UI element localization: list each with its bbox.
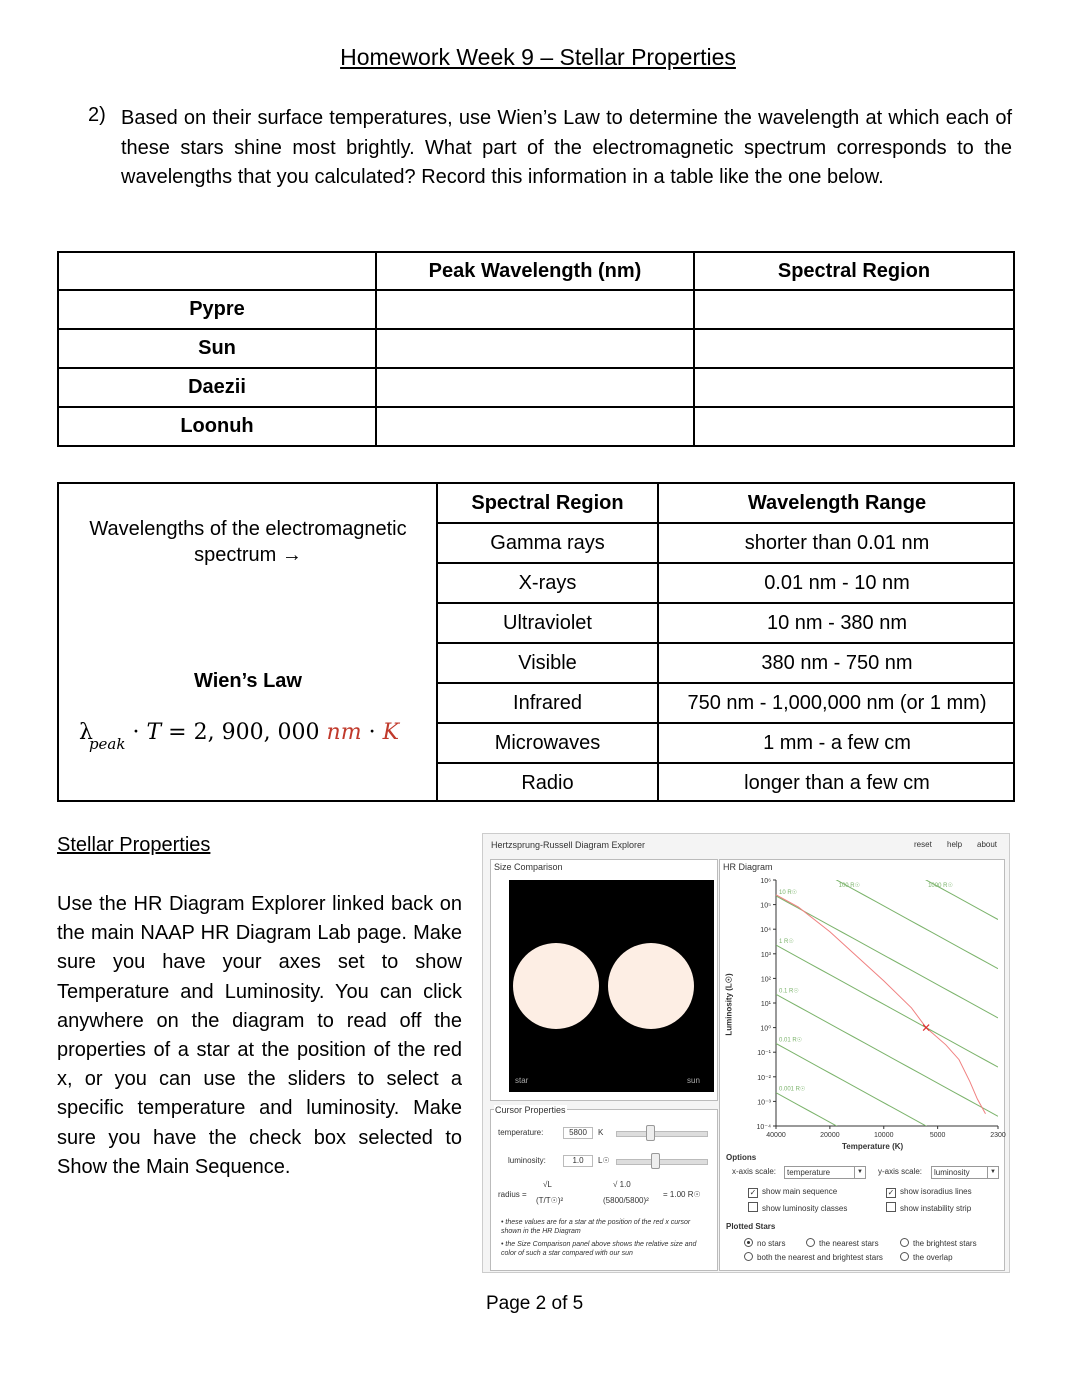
checkbox-isoradius[interactable] — [886, 1187, 972, 1198]
lambda-symbol: λ — [79, 720, 93, 745]
range-cell: 1 mm - a few cm — [658, 723, 1015, 763]
reset-link[interactable]: reset — [914, 840, 932, 849]
y-tick-label: 10¹ — [760, 1001, 771, 1008]
em-label-line2: spectrum → — [194, 544, 302, 566]
y-tick-label: 10⁻² — [757, 1074, 771, 1082]
y-axis-label: Luminosity (L☉) — [724, 973, 734, 1036]
x-scale-value: temperature — [787, 1168, 831, 1177]
cursor-properties-panel — [490, 1105, 718, 1271]
hr-plot[interactable] — [720, 860, 1004, 1160]
radius-result: = 1.00 R☉ — [663, 1190, 701, 1199]
y-tick-label: 10⁶ — [760, 878, 771, 885]
star-table-corner — [58, 252, 376, 290]
radius-label: radius = — [498, 1190, 527, 1199]
isoradius-label: 0.001 R☉ — [779, 1086, 806, 1093]
x-tick-label: 20000 — [820, 1132, 840, 1139]
radio-icon — [900, 1238, 909, 1247]
radio-icon — [900, 1252, 909, 1261]
peak-wavelength-cell — [376, 290, 694, 329]
peak-wavelength-cell — [376, 368, 694, 407]
y-tick-label: 10⁻⁴ — [756, 1124, 771, 1131]
y-scale-label: y-axis scale: — [878, 1167, 923, 1176]
x-axis-label: Temperature (K) — [842, 1142, 904, 1151]
x-tick-label: 5000 — [929, 1132, 946, 1139]
isoradius-label: 0.01 R☉ — [779, 1037, 803, 1044]
spectral-region-cell — [694, 290, 1014, 329]
y-scale-select[interactable] — [931, 1166, 999, 1179]
peak-wavelength-cell — [376, 329, 694, 368]
star-name: Daezii — [58, 368, 376, 407]
checkbox-empty-icon — [886, 1202, 896, 1212]
radio-label: the nearest stars — [819, 1239, 879, 1248]
y-tick-label: 10⁰ — [760, 1025, 771, 1033]
region-cell: Gamma rays — [437, 523, 658, 563]
checkbox-luminosity-classes[interactable] — [748, 1202, 847, 1213]
spectral-region-col-header: Spectral Region — [437, 484, 658, 523]
radius-sqrtL: √L — [543, 1180, 552, 1189]
radio-label: the overlap — [913, 1253, 953, 1262]
checkbox-label: show luminosity classes — [762, 1204, 848, 1213]
checkbox-label: show isoradius lines — [900, 1187, 972, 1196]
em-label-line1: Wavelengths of the electromagnetic — [89, 518, 407, 540]
isoradius-label: 1 R☉ — [779, 939, 794, 946]
radio-overlap[interactable] — [900, 1252, 953, 1262]
radio-label: both the nearest and brightest stars — [757, 1253, 883, 1262]
radius-denominator: (T/T☉)² — [536, 1196, 564, 1205]
range-cell: 380 nm - 750 nm — [658, 643, 1015, 683]
spectral-region-cell — [694, 329, 1014, 368]
y-tick-label: 10³ — [760, 951, 771, 959]
temperature-label: temperature: — [498, 1128, 544, 1137]
size-comparison-panel — [490, 859, 718, 1101]
star-name: Sun — [58, 329, 376, 368]
size-comparison-view — [509, 880, 714, 1092]
radio-both[interactable] — [744, 1252, 883, 1262]
checkbox-instability-strip[interactable] — [886, 1202, 971, 1213]
wien-formula — [79, 720, 400, 753]
peak-wavelength-cell — [376, 407, 694, 446]
temperature-unit: K — [598, 1128, 604, 1137]
x-scale-label: x-axis scale: — [732, 1167, 777, 1176]
radio-icon — [744, 1252, 753, 1261]
page-title: Homework Week 9 – Stellar Properties — [340, 44, 736, 70]
checkbox-label: show main sequence — [762, 1187, 838, 1196]
peak-wavelength-header: Peak Wavelength (nm) — [376, 252, 694, 290]
em-spectrum-box — [57, 482, 1015, 802]
hr-diagram-title: HR Diagram — [723, 862, 773, 872]
luminosity-unit: L☉ — [598, 1156, 610, 1165]
em-left-column — [59, 484, 437, 800]
spectral-region-header: Spectral Region — [694, 252, 1014, 290]
checkbox-check-icon: ✓ — [887, 1188, 895, 1197]
formula-value: 2, 900, 000 — [193, 720, 320, 745]
plotted-stars-title: Plotted Stars — [726, 1222, 776, 1231]
radius-denominator-value: (5800/5800)² — [603, 1196, 649, 1205]
plot-area — [776, 880, 998, 1126]
radio-selected-icon — [744, 1238, 753, 1247]
checkbox-check-icon: ✓ — [749, 1188, 757, 1197]
em-label — [59, 516, 437, 568]
stellar-properties-text: Use the HR Diagram Explorer linked back on the main NAAP HR Diagram Lab page. Make sure you have your axes set to show Temperature and Luminosity. You can click anywhere on the diagram to read off the properties of a star at the position of the red x, or you can use the sliders to select a specific temperature and luminosity. Make sure you have the check box selected to Show the Main Sequence. — [57, 893, 462, 1178]
help-link[interactable]: help — [947, 840, 963, 849]
luminosity-slider-knob[interactable] — [651, 1153, 660, 1169]
isoradius-label: 1000 R☉ — [928, 883, 953, 889]
spectral-region-cell — [694, 368, 1014, 407]
x-tick-label: 2300 — [990, 1132, 1006, 1139]
luminosity-label: luminosity: — [508, 1156, 546, 1165]
region-cell: X-rays — [437, 563, 658, 603]
question-text: Based on their surface temperatures, use Wien’s Law to determine the wavelength at which each of these stars shine most brightly. What part of the electromagnetic spectrum corresponds to the wavelengths that you calculated? Record this information in a table like the one below. — [121, 107, 1012, 188]
isoradius-label: 10 R☉ — [779, 889, 798, 896]
formula-dot: · — [132, 720, 140, 745]
lambda-subscript: peak — [88, 735, 126, 753]
options-title: Options — [726, 1153, 757, 1162]
range-cell: 10 nm - 380 nm — [658, 603, 1015, 643]
y-tick-label: 10⁴ — [760, 927, 771, 935]
region-cell: Radio — [437, 763, 658, 802]
temperature-field[interactable]: 5800 — [563, 1127, 593, 1139]
note-size: • the Size Comparison panel above shows the relative size and color of such a star compared with our sun — [501, 1241, 697, 1257]
radius-sqrt-value: √ 1.0 — [613, 1180, 631, 1189]
y-scale-value: luminosity — [934, 1168, 970, 1177]
wien-law-title: Wien’s Law — [194, 670, 302, 692]
question-number: 2) — [88, 104, 106, 126]
luminosity-slider[interactable] — [616, 1159, 708, 1165]
formula-T: T — [146, 720, 162, 745]
region-cell: Microwaves — [437, 723, 658, 763]
x-tick-label: 40000 — [766, 1132, 786, 1139]
star-table — [57, 251, 1015, 447]
radio-label: the brightest stars — [913, 1239, 977, 1248]
radio-no-stars[interactable] — [744, 1238, 785, 1248]
checkbox-main-sequence[interactable] — [748, 1187, 837, 1198]
checkbox-label: show instability strip — [900, 1204, 972, 1213]
spectral-region-cell — [694, 407, 1014, 446]
stellar-properties-heading: Stellar Properties — [57, 834, 211, 856]
formula-equals: = — [168, 720, 187, 745]
cursor-properties-title: Cursor Properties — [495, 1105, 566, 1115]
range-cell: 750 nm - 1,000,000 nm (or 1 mm) — [658, 683, 1015, 723]
hr-explorer — [482, 833, 1010, 1273]
isoradius-label: 0.1 R☉ — [779, 988, 799, 995]
temperature-slider[interactable] — [616, 1131, 708, 1137]
chevron-down-icon: ▼ — [854, 1167, 865, 1178]
radio-nearest[interactable] — [806, 1238, 879, 1248]
radio-icon — [806, 1238, 815, 1247]
y-tick-label: 10⁵ — [760, 902, 771, 910]
region-cell: Visible — [437, 643, 658, 683]
star-name: Loonuh — [58, 407, 376, 446]
x-tick-label: 10000 — [874, 1132, 894, 1139]
formula-unit-K: K — [382, 720, 400, 745]
star-label: star — [515, 1076, 529, 1085]
formula-unit-nm: nm — [326, 720, 362, 745]
formula-unit-dot: · — [368, 720, 376, 745]
x-scale-select[interactable] — [784, 1166, 866, 1179]
y-tick-label: 10⁻¹ — [757, 1050, 771, 1058]
y-tick-label: 10² — [760, 976, 771, 984]
em-spectrum-table — [436, 484, 1015, 802]
region-cell: Ultraviolet — [437, 603, 658, 643]
star-name: Pypre — [58, 290, 376, 329]
temperature-slider-knob[interactable] — [646, 1125, 655, 1141]
chevron-down-icon: ▼ — [987, 1167, 998, 1178]
note-cursor: • these values are for a star at the position of the red x cursor shown in the HR Diagram — [501, 1219, 691, 1235]
about-link[interactable]: about — [977, 840, 998, 849]
isoradius-label: 100 R☉ — [838, 883, 861, 889]
range-cell: shorter than 0.01 nm — [658, 523, 1015, 563]
luminosity-field[interactable]: 1.0 — [563, 1155, 593, 1167]
hr-diagram-panel — [719, 859, 1005, 1271]
radio-label: no stars — [757, 1239, 786, 1248]
range-cell: 0.01 nm - 10 nm — [658, 563, 1015, 603]
page-number: Page 2 of 5 — [486, 1293, 584, 1314]
sun-disk — [608, 943, 694, 1029]
checkbox-empty-icon — [748, 1202, 758, 1212]
star-disk — [513, 943, 599, 1029]
explorer-title: Hertzsprung-Russell Diagram Explorer — [491, 840, 646, 850]
region-cell: Infrared — [437, 683, 658, 723]
sun-label: sun — [687, 1076, 700, 1085]
radio-brightest[interactable] — [900, 1238, 977, 1248]
range-cell: longer than a few cm — [658, 763, 1015, 802]
wavelength-range-col-header: Wavelength Range — [658, 484, 1015, 523]
size-comparison-title: Size Comparison — [494, 862, 563, 872]
y-tick-label: 10⁻³ — [757, 1099, 771, 1107]
